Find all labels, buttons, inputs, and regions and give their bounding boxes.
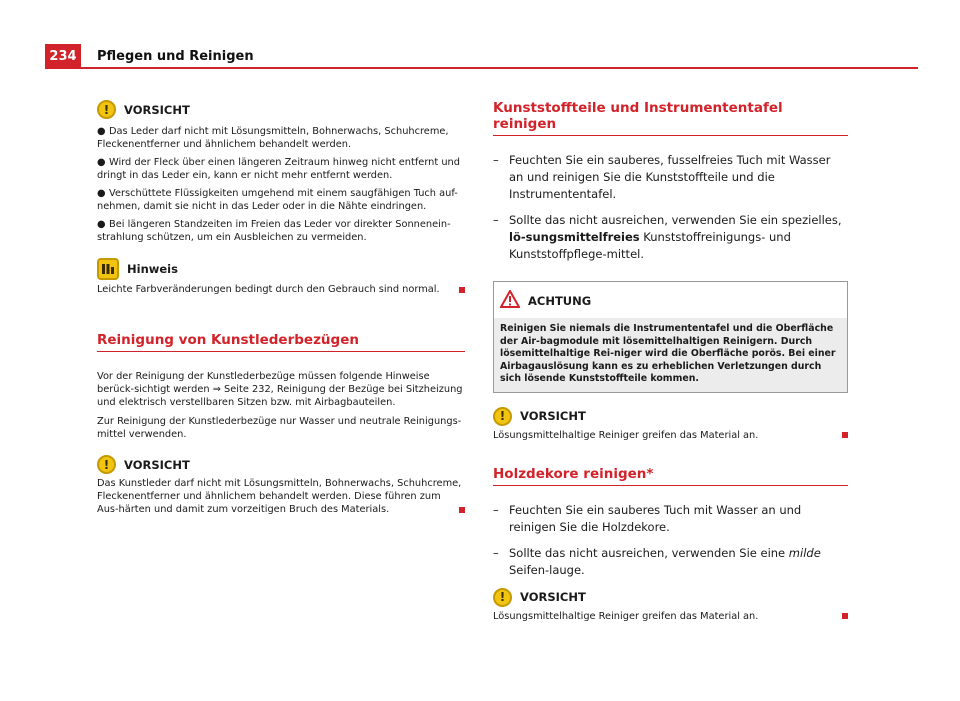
info-icon (97, 258, 119, 280)
caution-label: VORSICHT (124, 457, 190, 472)
caution-block-leather (97, 100, 465, 244)
list-item: ● Verschüttete Flüssigkeiten umgehend mit einem saugfähigen Tuch auf-nehmen, damit sie nicht in das Leder oder in die Nähte eindringen. (97, 188, 458, 212)
bullet-icon: ● (97, 126, 106, 137)
list-item: ● Bei längeren Standzeiten im Freien das Leder vor direkter Sonnenein-strahlung schützen, um ein Ausbleichen zu vermeiden. (97, 219, 451, 243)
header-rule (45, 67, 918, 69)
step-item: – Sollte das nicht ausreichen, verwenden Sie ein spezielles, lö-sungsmittelfreies Kunststoffreinigungs- und Kunststoffpflege-mittel. (493, 213, 842, 261)
dash-icon: – (493, 213, 499, 227)
end-marker-icon (459, 507, 465, 513)
caution-label: VORSICHT (124, 102, 190, 117)
dash-icon: – (493, 545, 499, 560)
dash-icon: – (493, 502, 499, 517)
section-title-holzdekore: Holzdekore reinigen* (493, 466, 848, 486)
caution-text: Das Kunstleder darf nicht mit Lösungsmitteln, Bohnerwachs, Schuhcreme, Fleckenentferner und ähnlichem behandelt werden. Diese führen zum Aus-härten und damit zum vorzeitigen Bruch des Materials. (97, 478, 462, 515)
caution-label: VORSICHT (520, 409, 586, 423)
step-item: – Feuchten Sie ein sauberes Tuch mit Wasser an und reinigen Sie die Holzdekore. (493, 502, 802, 534)
paragraph: Vor der Reinigung der Kunstlederbezüge müssen folgende Hinweise berück-sichtigt werden ⇒ Seite 232, Reinigung der Bezüge bei Sitzheizung und elektrisch verstellbaren Sitzen bzw. mit Airbagbauteilen. (97, 371, 463, 408)
end-marker-icon (842, 432, 848, 438)
achtung-box (493, 281, 848, 393)
caution-label: VORSICHT (520, 590, 586, 604)
right-column (493, 100, 848, 623)
dash-icon: – (493, 153, 499, 167)
warning-triangle-icon (500, 290, 520, 311)
paragraph: Zur Reinigung der Kunstlederbezüge nur Wasser und neutrale Reinigungs-mittel verwenden. (97, 416, 462, 440)
caution-icon: ! (97, 455, 116, 474)
bullet-icon: ● (97, 188, 106, 199)
caution-block-wood (493, 588, 848, 623)
caution-icon: ! (493, 588, 512, 607)
note-block (97, 258, 465, 296)
section-title-kunstleder: Reinigung von Kunstlederbezügen (97, 332, 465, 352)
caution-block-kunstleder (97, 455, 465, 516)
end-marker-icon (459, 287, 465, 293)
list-item: ● Wird der Fleck über einen längeren Zeitraum hinweg nicht entfernt und dringt in das Leder ein, kann er nicht mehr entfernt werden. (97, 157, 460, 181)
caution-text: Lösungsmittelhaltige Reiniger greifen das Material an. (493, 429, 759, 441)
page-number: 234 (45, 44, 81, 69)
section-title-kunststoffteile: Kunststoffteile und Instrumententafel reinigen (493, 100, 848, 136)
achtung-label: ACHTUNG (528, 293, 592, 308)
caution-icon: ! (493, 407, 512, 426)
note-text: Leichte Farbveränderungen bedingt durch den Gebrauch sind normal. (97, 284, 440, 295)
achtung-text: Reinigen Sie niemals die Instrumententafel und die Oberfläche der Air-bagmodule mit lösemittelhaltigen Reinigern. Durch lösemittelhaltige Rei-niger wird die Oberfläche porös. Bei einer Airbagauslösung kann es zu erheblichen Verletzungen durch sich lösende Kunststoffteile kommen. (500, 323, 836, 384)
left-column (97, 100, 465, 516)
caution-block-plastic (493, 407, 848, 442)
bullet-icon: ● (97, 219, 106, 230)
list-item: ● Das Leder darf nicht mit Lösungsmitteln, Bohnerwachs, Schuhcreme, Fleckenentferner und ähnlichem behandelt werden. (97, 126, 449, 150)
step-item: – Sollte das nicht ausreichen, verwenden Sie eine milde Seifen-lauge. (493, 545, 821, 577)
caution-icon: ! (97, 100, 116, 119)
bullet-icon: ● (97, 157, 106, 168)
page-title: Pflegen und Reinigen (97, 49, 254, 64)
step-item: – Feuchten Sie ein sauberes, fusselfreies Tuch mit Wasser an und reinigen Sie die Kunststoffteile und die Instrumententafel. (493, 153, 831, 201)
end-marker-icon (842, 613, 848, 619)
caution-text: Lösungsmittelhaltige Reiniger greifen das Material an. (493, 610, 759, 622)
note-label: Hinweis (127, 262, 178, 276)
